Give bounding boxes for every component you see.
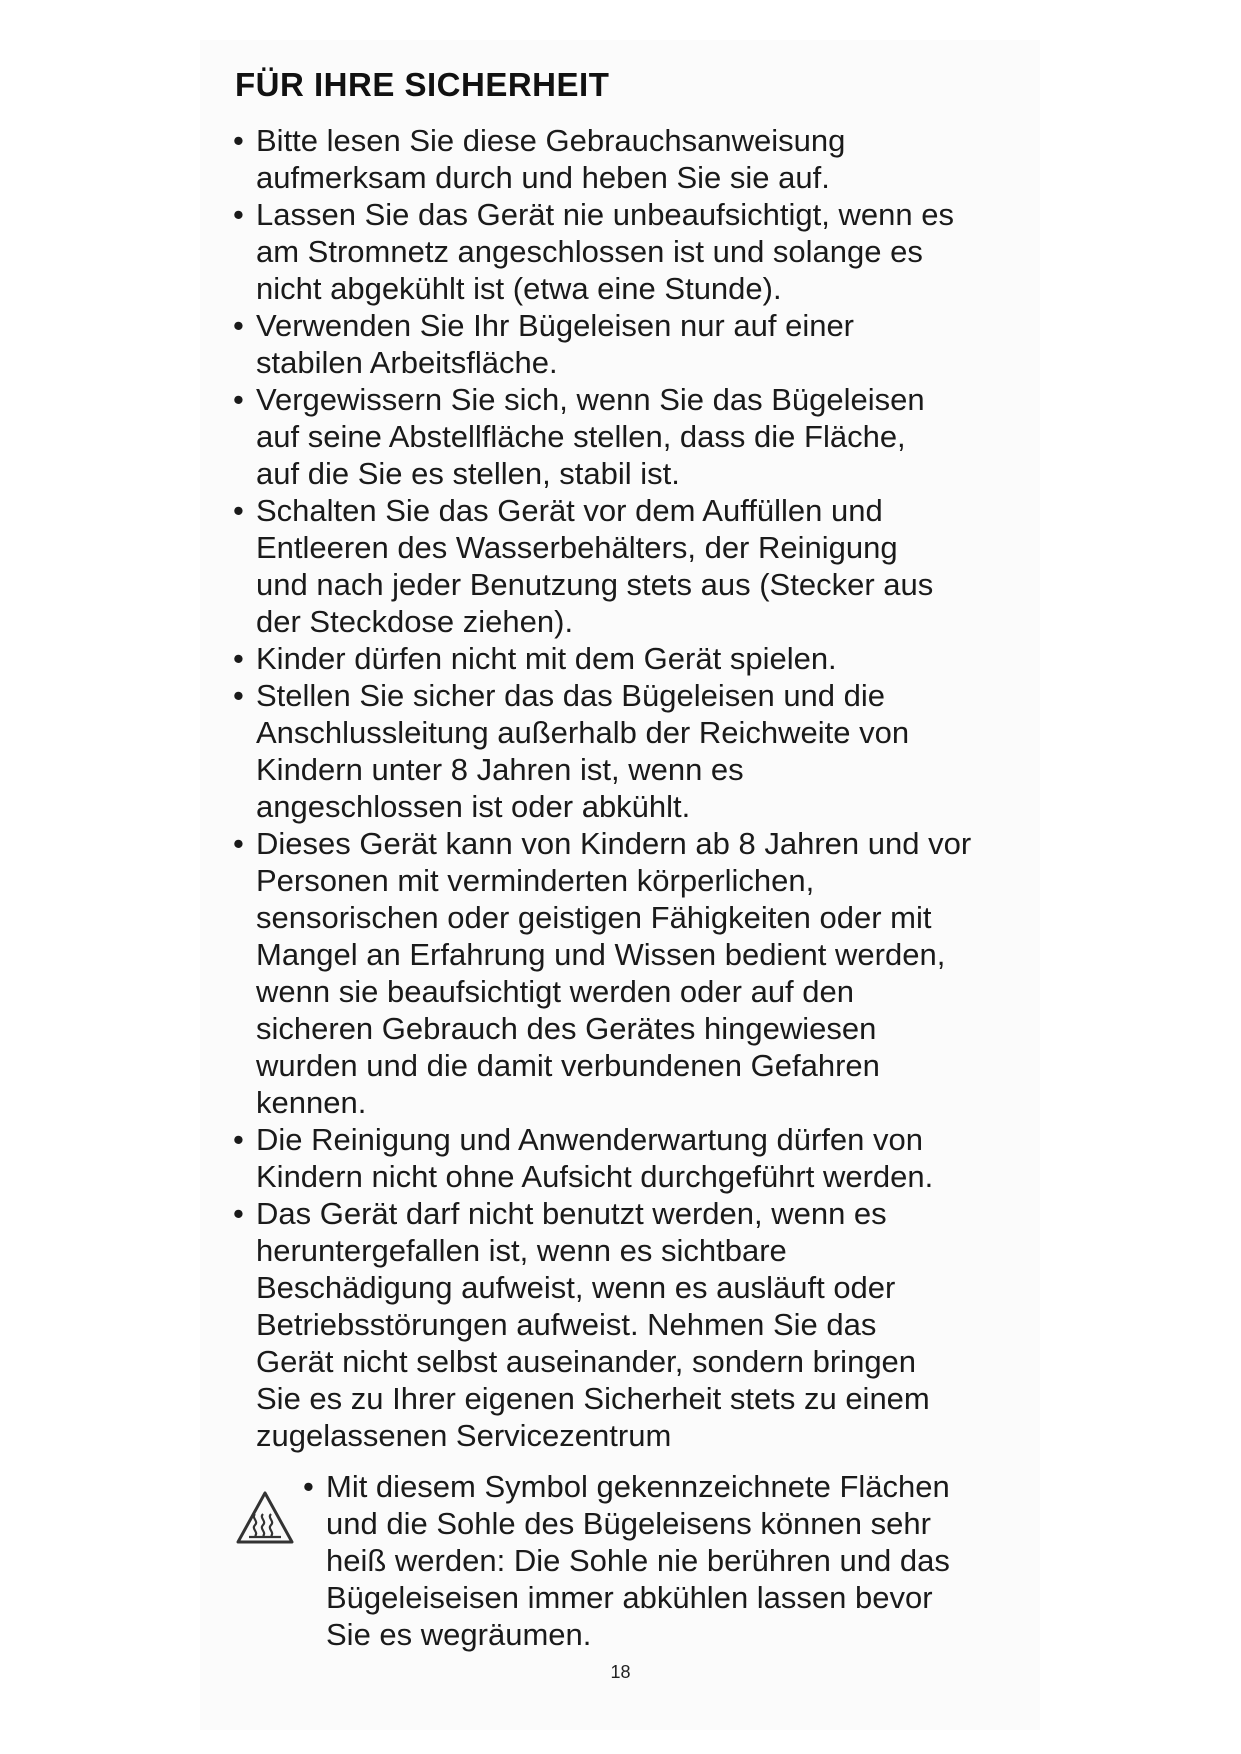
hot-surface-warning <box>235 1468 1055 1658</box>
list-item <box>233 825 1053 1121</box>
bullet: • <box>233 382 244 417</box>
bullet: • <box>233 1196 244 1231</box>
list-item-text: Die Reinigung und Anwenderwartung dürfen von Kindern nicht ohne Aufsicht durchgeführt werden. <box>256 1122 934 1194</box>
list-item-text: Schalten Sie das Gerät vor dem Auffüllen und Entleeren des Wasserbehälters, der Reinigung und nach jeder Benutzung stets aus (Stecker aus der Steckdose ziehen). <box>256 493 934 639</box>
list-item <box>233 196 1053 307</box>
bullet: • <box>303 1469 314 1504</box>
list-item <box>233 122 1053 196</box>
bullet: • <box>233 493 244 528</box>
bullet: • <box>233 826 244 861</box>
list-item <box>233 640 1053 677</box>
list-item-text: Bitte lesen Sie diese Gebrauchsanweisung aufmerksam durch und heben Sie sie auf. <box>256 123 846 195</box>
list-item <box>233 307 1053 381</box>
hot-surface-warning-icon <box>235 1490 295 1546</box>
warning-text: Mit diesem Symbol gekennzeichnete Flächen und die Sohle des Bügeleisens können sehr heiß werden: Die Sohle nie berühren und das Bügeleiseisen immer abkühlen lassen bevor Sie es wegräumen. <box>326 1469 950 1652</box>
page-number: 18 <box>610 1662 631 1682</box>
safety-instructions-list <box>233 122 1053 1454</box>
bullet: • <box>233 308 244 343</box>
bullet: • <box>233 197 244 232</box>
list-item <box>233 1195 1053 1454</box>
bullet: • <box>233 641 244 676</box>
list-item-text: Lassen Sie das Gerät nie unbeaufsichtigt, wenn es am Stromnetz angeschlossen ist und solange es nicht abgekühlt ist (etwa eine Stunde). <box>256 197 954 306</box>
bullet: • <box>233 1122 244 1157</box>
list-item <box>233 492 1053 640</box>
hot-surface-warning-text <box>303 1468 1086 1653</box>
bullet: • <box>233 123 244 158</box>
list-item <box>233 381 1053 492</box>
list-item-text: Stellen Sie sicher das das Bügeleisen und die Anschlussleitung außerhalb der Reichweite von Kindern unter 8 Jahren ist, wenn es angeschlossen ist oder abkühlt. <box>256 678 910 824</box>
list-item-text: Kinder dürfen nicht mit dem Gerät spielen. <box>256 641 837 676</box>
list-item <box>233 677 1053 825</box>
list-item-text: Das Gerät darf nicht benutzt werden, wenn es heruntergefallen ist, wenn es sichtbare Beschädigung aufweist, wenn es ausläuft oder Betriebsstörungen aufweist. Nehmen Sie das Gerät nicht selbst auseinander, sondern bringen Sie es zu Ihrer eigenen Sicherheit stets zu einem zugelassenen Servicezentrum <box>256 1196 930 1453</box>
bullet: • <box>233 678 244 713</box>
list-item-text: Verwenden Sie Ihr Bügeleisen nur auf einer stabilen Arbeitsfläche. <box>256 308 855 380</box>
list-item-text: Dieses Gerät kann von Kindern ab 8 Jahren und vor Personen mit verminderten körperlichen, sensorischen oder geistigen Fähigkeiten oder mit Mangel an Erfahrung und Wissen bedient werden, wenn sie beaufsichtigt werden oder auf den sicheren Gebrauch des Gerätes hingewiesen wurden und die damit verbundenen Gefahren kennen. <box>256 826 972 1120</box>
list-item <box>233 1121 1053 1195</box>
list-item-text: Vergewissern Sie sich, wenn Sie das Bügeleisen auf seine Abstellfläche stellen, dass die Fläche, auf die Sie es stellen, stabil ist. <box>256 382 925 491</box>
page-title: FÜR IHRE SICHERHEIT <box>235 66 610 103</box>
